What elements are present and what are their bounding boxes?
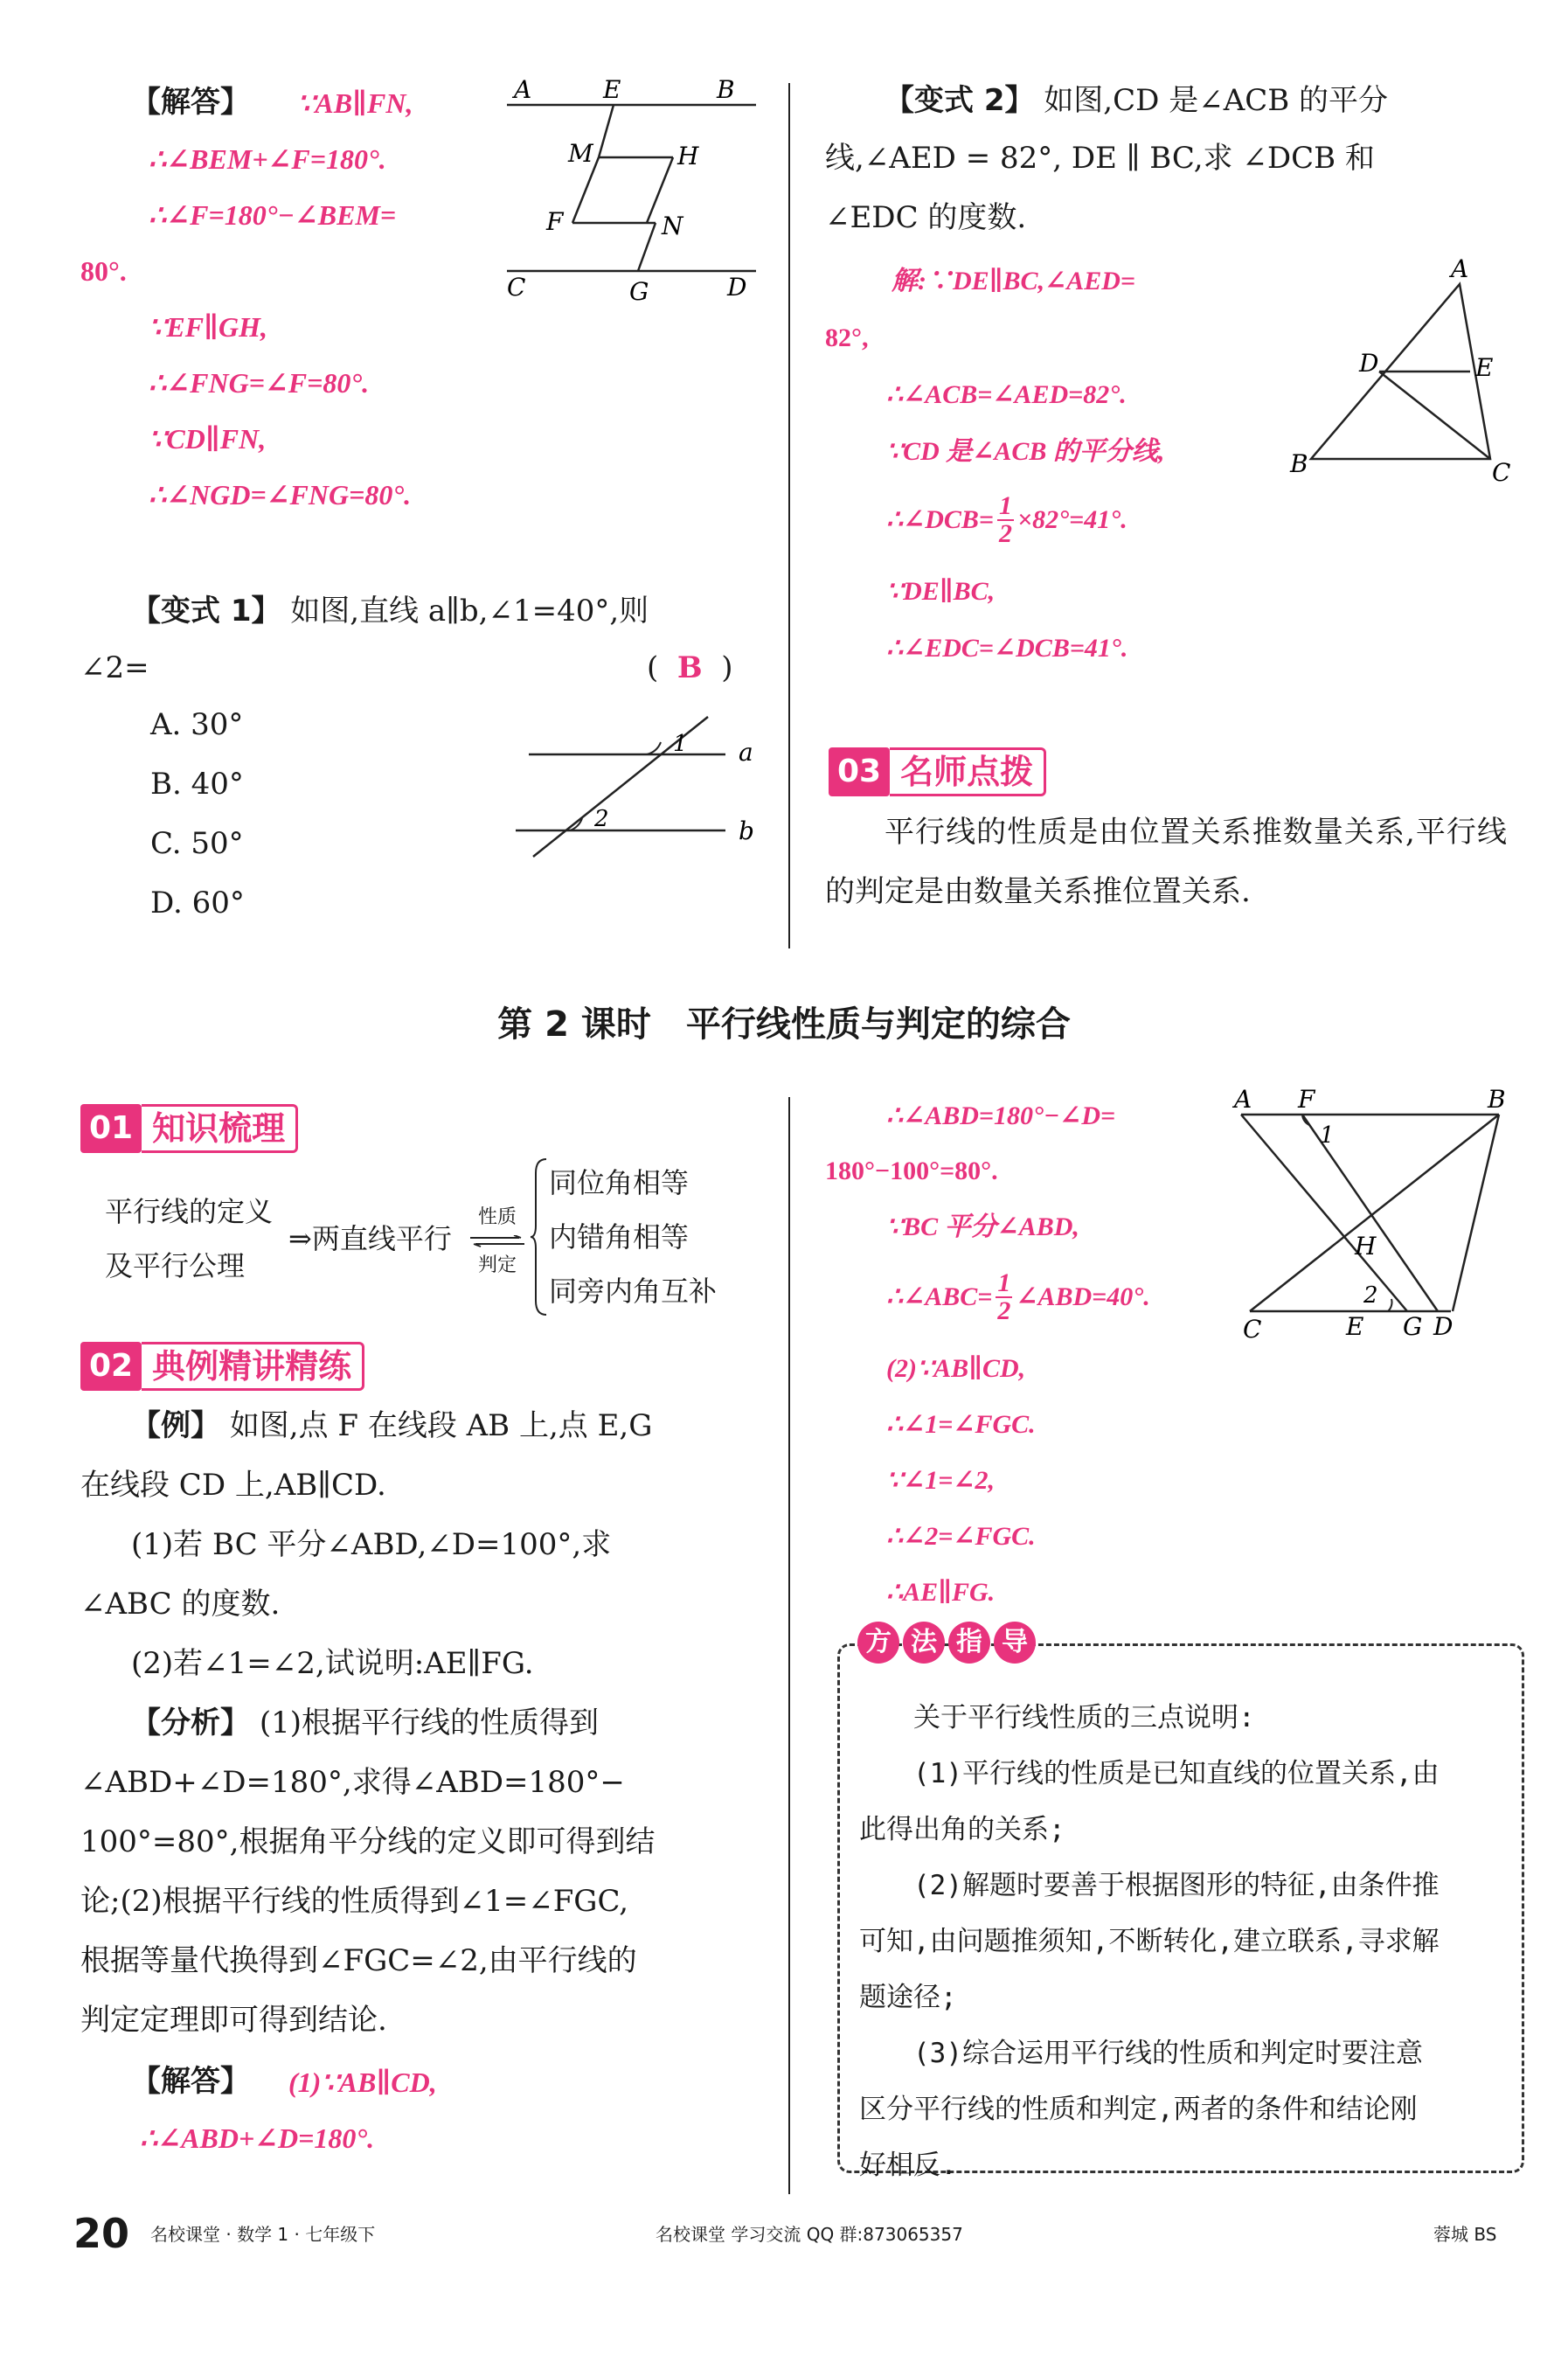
example-stem-1: 【例】 如图,点 F 在线段 AB 上,点 E,G <box>131 1408 653 1443</box>
fig-label: M <box>568 139 593 168</box>
variant2-stem-3: ∠EDC 的度数. <box>825 200 1027 235</box>
fig-label: C <box>1492 458 1511 485</box>
fig-label: A <box>514 75 532 104</box>
analysis-line-4: 论;(2)根据平行线的性质得到∠1=∠FGC, <box>80 1884 629 1919</box>
knowledge-left-2: 及平行公理 <box>105 1249 246 1282</box>
variant1-answer-paren: ( B ) <box>647 650 733 685</box>
answer-line: ∴∠FNG=∠F=80°. <box>149 367 370 399</box>
fig-label: 2 <box>594 806 609 832</box>
example-stem-2: 在线段 CD 上,AB∥CD. <box>80 1468 386 1503</box>
method-tag: 方 法 指 导 <box>857 1622 1039 1664</box>
footer-right: 蓉城 BS <box>1433 2224 1497 2245</box>
tips-text: 平行线的性质是由位置关系推数量关系,平行线的判定是由数量关系推位置关系. <box>825 815 1507 909</box>
example-answer-label: 【解答】 <box>131 2064 250 2099</box>
variant2-solution-fraction-line: ∴∠DCB= $\frac{1}{2}$ ×82°=41°. <box>886 491 1127 548</box>
fig-label: 2 <box>1363 1282 1378 1309</box>
example-answer-right: ∴∠1=∠FGC. <box>886 1410 1036 1439</box>
figure-triangle <box>1285 258 1547 485</box>
variant2-stem-2: 线,∠AED = 82°, DE ∥ BC,求 ∠DCB 和 <box>825 141 1375 176</box>
fig-label: D <box>727 273 747 302</box>
footer-center: 名校课堂 学习交流 QQ 群:873065357 <box>656 2224 963 2245</box>
answer-line: ∴∠BEM+∠F=180°. <box>149 143 386 175</box>
option-a: A. 30° <box>150 707 244 742</box>
knowledge-section-badge <box>80 1101 298 1156</box>
variant2-solution: 解:∵DE∥BC,∠AED= <box>892 267 1135 295</box>
example-section-badge <box>80 1339 364 1393</box>
brace-icon <box>529 1156 548 1318</box>
fig-label: B <box>1488 1088 1506 1114</box>
answer-line: ∵AB∥FN, <box>297 87 413 119</box>
analysis-line-5: 根据等量代换得到∠FGC=∠2,由平行线的 <box>80 1943 637 1978</box>
variant2-solution: ∴∠ACB=∠AED=82°. <box>886 380 1127 409</box>
bottom-column-divider <box>788 1097 790 2194</box>
variant1-stem: 【变式 1】 如图,直线 a∥b,∠1=40°,则 <box>131 594 649 629</box>
answer-line: ∵CD∥FN, <box>149 423 267 455</box>
analysis-line-1: 【分析】 (1)根据平行线的性质得到 <box>131 1705 599 1740</box>
knowledge-right-3: 同旁内角互补 <box>549 1275 718 1308</box>
fig-label: b <box>739 816 754 845</box>
knowledge-right-2: 内错角相等 <box>549 1220 690 1254</box>
example-answer-left: ∴∠ABD+∠D=180°. <box>140 2122 375 2154</box>
fig-label: 1 <box>673 731 688 757</box>
option-b: B. 40° <box>150 767 244 802</box>
knowledge-right-1: 同位角相等 <box>549 1166 690 1199</box>
variant1-answer: B <box>676 650 703 685</box>
knowledge-title: 知识梳理 <box>142 1104 298 1153</box>
fraction: $\frac{1}{2}$ <box>999 491 1013 548</box>
tips-num: 03 <box>829 747 890 796</box>
knowledge-num: 01 <box>80 1104 142 1153</box>
method-text: 关于平行线性质的三点说明: (1)平行线的性质是已知直线的位置关系,由 此得出角的关系; (2)解题时要善于根据图形的特征,由条件推 可知,由问题推须知,不断转化,建立联系,寻求解 题途径; (3)综合运用平行线的性质和判定时要注意 区分平行线的性质和判定,两者的条件和结论刚 好相反. <box>859 1702 1440 2181</box>
option-c: C. 50° <box>150 826 244 861</box>
example-answer-right-fraction: ∴∠ABC= $\frac{1}{2}$ ∠ABD=40°. <box>886 1268 1150 1325</box>
example-answer-right: ∵BC 平分∠ABD, <box>886 1212 1079 1241</box>
fig-label: F <box>1298 1088 1315 1114</box>
answer-line: 80°. <box>80 255 127 287</box>
example-answer-right: 180°−100°=80°. <box>825 1157 998 1185</box>
fraction: $\frac{1}{2}$ <box>997 1268 1011 1325</box>
example-answer-right: ∴∠ABD=180°−∠D= <box>886 1101 1116 1130</box>
example-stem-5: (2)若∠1=∠2,试说明:AE∥FG. <box>131 1646 534 1681</box>
fig-label: E <box>603 75 621 104</box>
figure-parallel-lines-2 <box>507 712 769 865</box>
answer-line: ∴∠F=180°−∠BEM= <box>149 199 397 231</box>
example-answer-right: ∴∠2=∠FGC. <box>886 1522 1036 1551</box>
variant2-solution: ∵CD 是∠ACB 的平分线, <box>886 437 1165 466</box>
figure-parallel-lines-1 <box>498 74 769 310</box>
fig-label: C <box>1243 1315 1262 1344</box>
fig-label: E <box>1346 1312 1364 1341</box>
variant2-stem-1: 【变式 2】 如图,CD 是∠ACB 的平分 <box>885 83 1389 118</box>
example-answer-right: ∵∠1=∠2, <box>886 1466 995 1495</box>
tips-title: 名师点拨 <box>890 747 1046 796</box>
example-answer-right: (2)∵AB∥CD, <box>886 1354 1026 1383</box>
example-stem-4: ∠ABC 的度数. <box>80 1587 281 1622</box>
example-stem-3: (1)若 BC 平分∠ABD,∠D=100°,求 <box>131 1527 612 1562</box>
variant2-solution: ∵DE∥BC, <box>886 577 996 606</box>
example-title: 典例精讲精练 <box>142 1342 364 1391</box>
fig-label: A <box>1451 258 1469 283</box>
fig-label: a <box>739 738 753 767</box>
variant1-stem-2: ∠2= <box>80 650 149 685</box>
knowledge-arrow: 性质 判定 <box>470 1205 524 1279</box>
figure-trapezoid <box>1224 1088 1521 1346</box>
analysis-line-3: 100°=80°,根据角平分线的定义即可得到结 <box>80 1824 656 1859</box>
example-answer-right: ∴AE∥FG. <box>886 1578 996 1607</box>
fig-label: G <box>629 277 649 306</box>
page-number: 20 <box>73 2210 130 2257</box>
footer-left: 名校课堂 · 数学 1 · 七年级下 <box>150 2224 376 2245</box>
answer-line: ∴∠NGD=∠FNG=80°. <box>149 479 412 511</box>
fig-label: H <box>1355 1232 1377 1261</box>
fig-label: E <box>1475 353 1494 382</box>
fig-label: D <box>1359 349 1379 378</box>
fig-label: N <box>662 212 683 240</box>
fig-label: H <box>677 142 699 170</box>
analysis-line-6: 判定定理即可得到结论. <box>80 2003 387 2038</box>
variant2-solution: ∴∠EDC=∠DCB=41°. <box>886 634 1128 663</box>
lesson-title: 第 2 课时 平行线性质与判定的综合 <box>497 1004 1071 1045</box>
fig-label: B <box>717 75 735 104</box>
fig-label: C <box>507 273 526 302</box>
option-d: D. 60° <box>150 886 245 920</box>
analysis-line-2: ∠ABD+∠D=180°,求得∠ABD=180°− <box>80 1765 625 1800</box>
fig-label: G <box>1403 1312 1423 1341</box>
fig-label: A <box>1234 1088 1252 1114</box>
knowledge-middle: ⇒两直线平行 <box>288 1222 452 1255</box>
fig-label: D <box>1433 1312 1454 1341</box>
example-num: 02 <box>80 1342 142 1391</box>
top-column-divider <box>788 83 790 948</box>
fig-label: F <box>546 207 564 236</box>
variant2-solution: 82°, <box>825 323 869 352</box>
answer-label: 【解答】 <box>131 85 250 120</box>
answer-line: ∵EF∥GH, <box>149 311 267 343</box>
knowledge-left-1: 平行线的定义 <box>105 1195 274 1228</box>
double-arrow-icon <box>470 1235 524 1247</box>
method-guide-box <box>837 1627 1524 2181</box>
tips-section-badge <box>829 745 1046 799</box>
fig-label: 1 <box>1320 1122 1335 1149</box>
fig-label: B <box>1290 449 1308 478</box>
example-answer-left: (1)∵AB∥CD, <box>288 2067 437 2098</box>
